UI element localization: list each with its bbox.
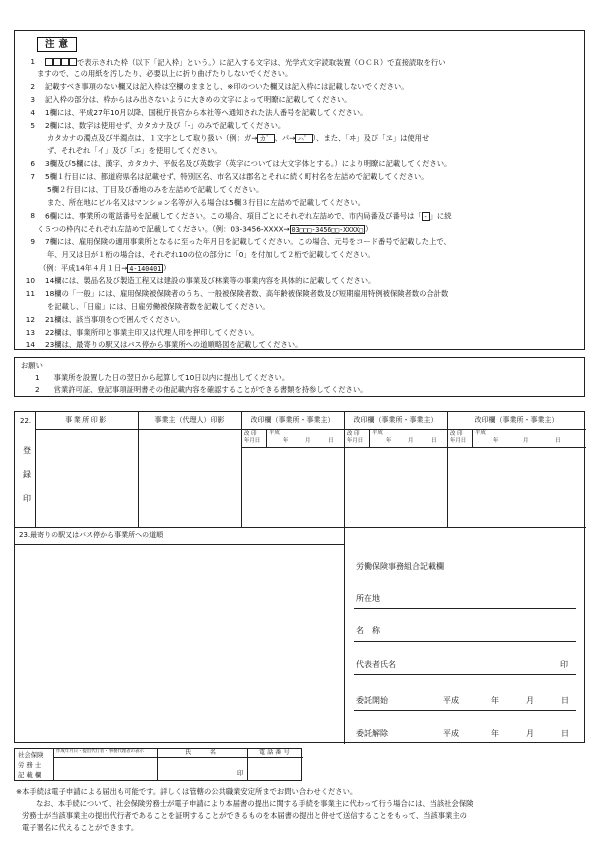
header-change-seal-2: 改印欄（事業所・事業主）	[353, 416, 438, 424]
request-title: お願い	[21, 361, 43, 370]
ocr-example-date: 4-140401	[129, 265, 162, 273]
header-change-seal-1: 改印欄（事業所・事業主）	[250, 416, 335, 424]
association-address-label: 所在地	[356, 594, 380, 603]
request-section	[14, 357, 585, 397]
association-rep-label: 代表者氏名	[356, 660, 396, 669]
header-change-seal-3: 改印欄（事業所・事業主）	[474, 416, 559, 424]
footer-line-4: 電子署名に代えることができます。	[22, 823, 139, 832]
consultant-seal-mark: 印	[237, 769, 244, 777]
sec22-label-3: 印	[23, 494, 31, 503]
sec22-label-2: 録	[23, 470, 31, 479]
consultant-col-name: 氏 名	[185, 749, 216, 756]
sec23-label: 23.最寄りの駅又はバス停から事業所への道順	[19, 531, 164, 539]
association-title: 労働保険事務組合記載欄	[356, 562, 444, 571]
association-name-label: 名 称	[356, 626, 380, 635]
note-text: で表示された枠（以下「記入枠」という。）に記入する文字は、光学式文字読取装置（ＯＣＲ）で直接読取を行い	[77, 58, 446, 67]
route-map-area[interactable]	[15, 545, 344, 744]
request-item-1: 1 事業所を設置した日の翌日から起算して10日以内に提出してください。	[35, 373, 290, 382]
association-seal-mark: 印	[560, 660, 568, 669]
header-owner-seal: 事業主（代理人）印影	[154, 416, 225, 424]
header-office-seal: 事業所印影	[65, 416, 108, 424]
request-item-2: 2 営業許可証、登記事項証明書その他記載内容を確認することができる書類を持参してください。	[35, 385, 368, 394]
footer-line-3: 労務士が当該事業主の提出代行者であることを証明することができるものを本届書の提出と併せて送信することをもって、当該事業主の	[22, 811, 467, 820]
notes-section: 注意 1 で表示された枠（以下「記入枠」という。）に記入する文字は、光学式文字読取装置（ＯＣＲ）で直接読取を行い ますので、この用紙を汚したり、必要以上に折り曲げたりしないでください。 2 記載すべき事項のない欄又は記入枠は空欄のままとし、※印のついた欄又は記入枠には記載しないでください。 3 記入枠の部分は、枠からはみ出さないように大きめの文字によって明瞭に記載してください。 4 1欄には、平成27年10月以降、国税庁長官から本社等へ通知された法人番号を記載してください。 5 2欄には、数字は使用せず、カタカナ及び「-」のみで記載してください。 カタカナの濁点及び半濁点は、１文字として取り扱い（例：ガ→ カ゛ 、パ→ ハ゜ ）、また、「ヰ」及び「ヱ」は使用せ ず、それぞれ「イ」及び「エ」を使用してください。 6 3欄及び5欄には、漢字、カタカナ、平仮名及び英数字（英字については大文字体とする。）により明瞭に記載してください。 7 5欄１行目には、都道府県名は記載せず、特別区名、市名又は郡名とそれに続く町村名を左詰めで記載してください。 5欄２行目には、丁目及び番地のみを左詰めで記載してください。 また、所在地にビル名又はマンション名等が入る場合は5欄３行目に左詰めで記載してください。 8 6欄には、事業所の電話番号を記載してください。この場合、項目ごとにそれぞれ左詰めで、市内局番及び番号は「 - 」に続 く５つの枠内にそれぞれ左詰めで記載してください。（例：03-3456-XXXX→ 03□□□-3456□□-XXXX□ ） 9 7欄には、雇用保険の適用事業所となるに至った年月日を記載してください。この場合、元号をコード番号で記載した上で、 年、月又は日が１桁の場合は、それぞれ10の位の部分に「0」を付加して２桁で記載してください。 （例：平成14年４月１日→ 4-140401 ） 10 14欄には、製品名及び製造工程又は建設の事業及び林業等の事業内容を具体的に記載してください。 11 18欄の「一般」には、雇用保険被保険者のうち、一般被保険者数、高年齢被保険者数及び短期雇用特例被保険者数の合計数 を記載し、「日雇」には、日雇労働被保険者数を記載してください。 12 21欄は、該当事項を○で囲んでください。 13 22欄は、事業所印と事業主印又は代理人印を押印してください。 14 23欄は、最寄りの駅又はバス停から事業所への道順略図を記載してください。	[14, 30, 585, 350]
registration-form: 22. 登 録 印 事業所印影 事業主（代理人）印影 改印欄（事業所・事業主） 改印欄（事業所・事業主） 改印欄（事業所・事業主） 改 印 年月日 平成 年 月 日 改 印 年月日 平成 年 月 日 改 印 年月日 平成 年 月 日 23.最寄りの駅又はバス停から事業所への道順 労働保険事務組合記載欄 所在地 名 称 代表者氏名 印 委託開始 平成 年 月 日 委託解除 平成 年 月 日	[14, 411, 585, 743]
association-end-label: 委託解除	[356, 729, 388, 738]
labor-consultant-section: 社会保険 労 務 士 記 載 欄 作成年月日・提出代行者・事務代理者の表示 氏 名 電 話 番 号 印	[14, 748, 302, 781]
notes-title: 注意	[37, 37, 77, 52]
consultant-col-date: 作成年月日・提出代行者・事務代理者の表示	[56, 749, 144, 754]
sec22-number: 22.	[20, 417, 32, 425]
association-start-label: 委託開始	[356, 696, 388, 705]
footer-line-2: なお、本手続について、社会保険労務士が電子申請により本届書の提出に関する手続を事業主に代わって行う場合には、当該社会保険	[36, 799, 474, 808]
ocr-example-ga: カ゛	[259, 135, 273, 143]
consultant-col-phone: 電 話 番 号	[259, 749, 290, 756]
sec22-label-1: 登	[23, 446, 31, 455]
ocr-example-phone: 03□□□-3456□□-XXXX□	[291, 226, 364, 234]
ocr-example-pa: ハ゜	[297, 135, 311, 143]
footer-line-1: ※本手続は電子申請による届出も可能です。詳しくは管轄の公共職業安定所までお問い合わせください。	[16, 787, 358, 796]
